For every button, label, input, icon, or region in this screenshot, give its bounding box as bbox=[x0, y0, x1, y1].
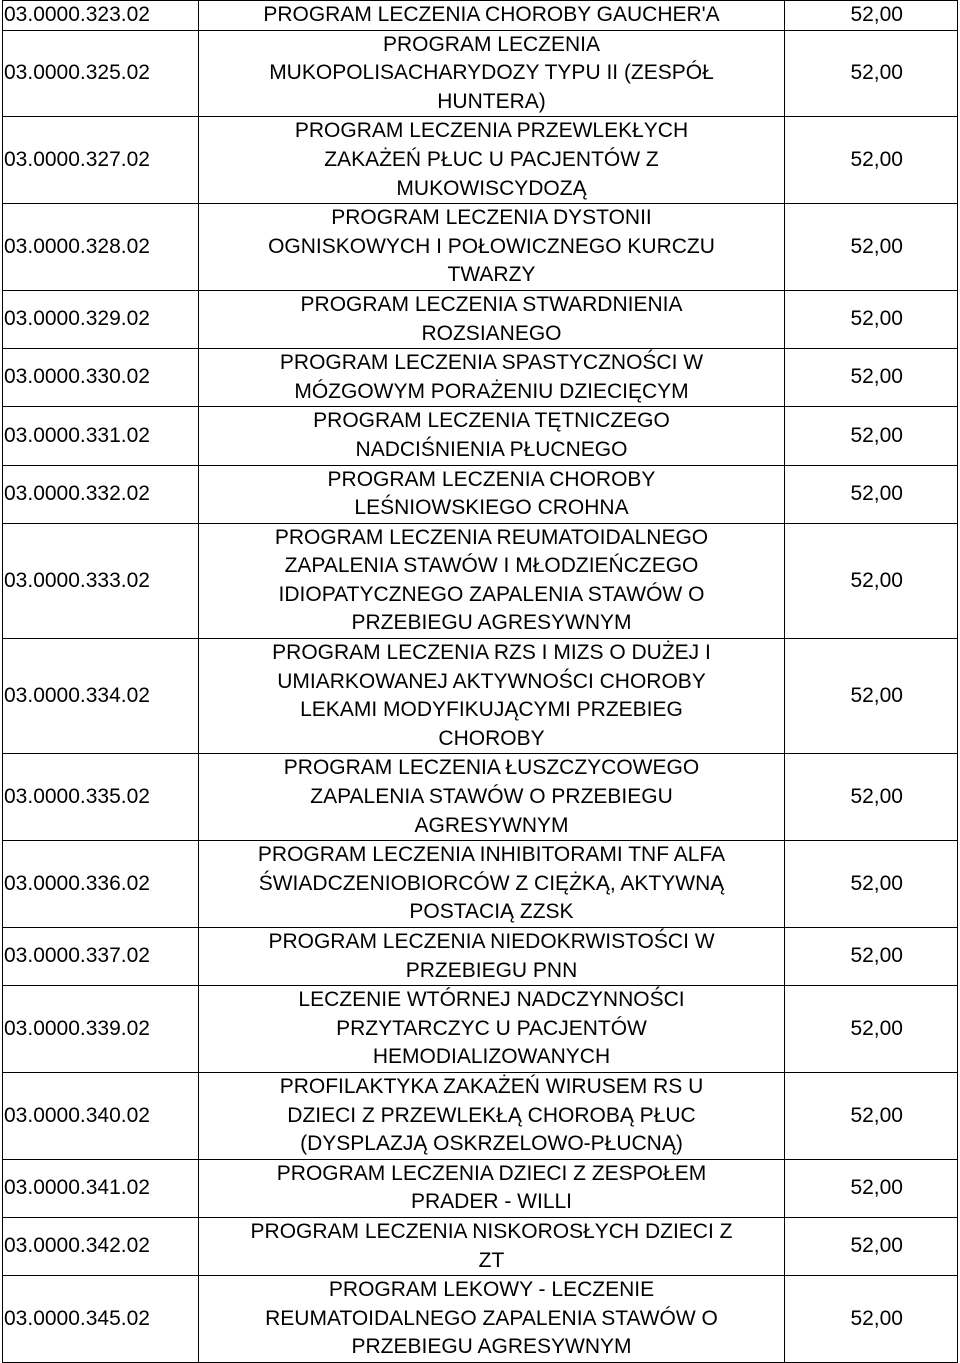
program-name: PROGRAM LECZENIA PRZEWLEKŁYCH ZAKAŻEŃ PŁUC U PACJENTÓW Z MUKOWISCYDOZĄ bbox=[199, 117, 785, 204]
program-value: 52,00 bbox=[785, 1217, 958, 1275]
program-code: 03.0000.333.02 bbox=[3, 523, 199, 638]
table-row bbox=[3, 117, 958, 204]
program-value: 52,00 bbox=[785, 639, 958, 754]
program-name: PROGRAM LECZENIA INHIBITORAMI TNF ALFA ŚWIADCZENIOBIORCÓW Z CIĘŻKĄ, AKTYWNĄ POSTACIĄ ZZSK bbox=[199, 841, 785, 928]
program-value: 52,00 bbox=[785, 465, 958, 523]
program-value: 52,00 bbox=[785, 30, 958, 117]
program-value: 52,00 bbox=[785, 117, 958, 204]
table-row bbox=[3, 841, 958, 928]
table-row bbox=[3, 986, 958, 1073]
program-value: 52,00 bbox=[785, 1159, 958, 1217]
program-code: 03.0000.341.02 bbox=[3, 1159, 199, 1217]
table-row bbox=[3, 639, 958, 754]
table-row bbox=[3, 928, 958, 986]
program-code: 03.0000.331.02 bbox=[3, 407, 199, 465]
table-row bbox=[3, 754, 958, 841]
program-name: LECZENIE WTÓRNEJ NADCZYNNOŚCI PRZYTARCZYC U PACJENTÓW HEMODIALIZOWANYCH bbox=[199, 986, 785, 1073]
program-code: 03.0000.334.02 bbox=[3, 639, 199, 754]
program-code: 03.0000.328.02 bbox=[3, 204, 199, 291]
program-name: PROGRAM LECZENIA DYSTONII OGNISKOWYCH I POŁOWICZNEGO KURCZU TWARZY bbox=[199, 204, 785, 291]
program-name: PROGRAM LECZENIA RZS I MIZS O DUŻEJ I UMIARKOWANEJ AKTYWNOŚCI CHOROBY LEKAMI MODYFIKUJĄCYMI PRZEBIEG CHOROBY bbox=[199, 639, 785, 754]
program-value: 52,00 bbox=[785, 841, 958, 928]
program-code: 03.0000.336.02 bbox=[3, 841, 199, 928]
program-name: PROGRAM LECZENIA REUMATOIDALNEGO ZAPALENIA STAWÓW I MŁODZIEŃCZEGO IDIOPATYCZNEGO ZAPALENIA STAWÓW O PRZEBIEGU AGRESYWNYM bbox=[199, 523, 785, 638]
program-value: 52,00 bbox=[785, 523, 958, 638]
program-code: 03.0000.345.02 bbox=[3, 1276, 199, 1363]
table-row bbox=[3, 1072, 958, 1159]
program-name: PROGRAM LECZENIA NISKOROSŁYCH DZIECI Z ZT bbox=[199, 1217, 785, 1275]
program-value: 52,00 bbox=[785, 754, 958, 841]
program-name: PROGRAM LECZENIA MUKOPOLISACHARYDOZY TYPU II (ZESPÓŁ HUNTERA) bbox=[199, 30, 785, 117]
program-name: PROGRAM LECZENIA CHOROBY LEŚNIOWSKIEGO CROHNA bbox=[199, 465, 785, 523]
program-value: 52,00 bbox=[785, 1, 958, 31]
program-code: 03.0000.339.02 bbox=[3, 986, 199, 1073]
program-code: 03.0000.335.02 bbox=[3, 754, 199, 841]
program-name: PROGRAM LECZENIA NIEDOKRWISTOŚCI W PRZEBIEGU PNN bbox=[199, 928, 785, 986]
program-value: 52,00 bbox=[785, 986, 958, 1073]
programs-table-body bbox=[3, 1, 958, 1363]
program-name: PROGRAM LECZENIA ŁUSZCZYCOWEGO ZAPALENIA STAWÓW O PRZEBIEGU AGRESYWNYM bbox=[199, 754, 785, 841]
table-row bbox=[3, 1159, 958, 1217]
table-row bbox=[3, 290, 958, 348]
table-row bbox=[3, 465, 958, 523]
program-code: 03.0000.325.02 bbox=[3, 30, 199, 117]
program-code: 03.0000.323.02 bbox=[3, 1, 199, 31]
table-row bbox=[3, 407, 958, 465]
table-row bbox=[3, 204, 958, 291]
table-row bbox=[3, 1217, 958, 1275]
program-code: 03.0000.337.02 bbox=[3, 928, 199, 986]
table-row bbox=[3, 349, 958, 407]
program-code: 03.0000.327.02 bbox=[3, 117, 199, 204]
table-row bbox=[3, 30, 958, 117]
table-row bbox=[3, 1, 958, 31]
table-row bbox=[3, 523, 958, 638]
program-name: PROGRAM LEKOWY - LECZENIE REUMATOIDALNEGO ZAPALENIA STAWÓW O PRZEBIEGU AGRESYWNYM bbox=[199, 1276, 785, 1363]
program-value: 52,00 bbox=[785, 290, 958, 348]
program-name: PROGRAM LECZENIA DZIECI Z ZESPOŁEM PRADER - WILLI bbox=[199, 1159, 785, 1217]
program-name: PROGRAM LECZENIA SPASTYCZNOŚCI W MÓZGOWYM PORAŻENIU DZIECIĘCYM bbox=[199, 349, 785, 407]
program-value: 52,00 bbox=[785, 204, 958, 291]
table-row bbox=[3, 1276, 958, 1363]
program-name: PROGRAM LECZENIA TĘTNICZEGO NADCIŚNIENIA PŁUCNEGO bbox=[199, 407, 785, 465]
program-name: PROGRAM LECZENIA CHOROBY GAUCHER'A bbox=[199, 1, 785, 31]
program-code: 03.0000.342.02 bbox=[3, 1217, 199, 1275]
programs-table bbox=[2, 0, 958, 1363]
program-code: 03.0000.340.02 bbox=[3, 1072, 199, 1159]
program-value: 52,00 bbox=[785, 1072, 958, 1159]
program-code: 03.0000.330.02 bbox=[3, 349, 199, 407]
program-value: 52,00 bbox=[785, 349, 958, 407]
program-name: PROFILAKTYKA ZAKAŻEŃ WIRUSEM RS U DZIECI Z PRZEWLEKŁĄ CHOROBĄ PŁUC (DYSPLAZJĄ OSKRZELOWO-PŁUCNĄ) bbox=[199, 1072, 785, 1159]
program-value: 52,00 bbox=[785, 1276, 958, 1363]
program-name: PROGRAM LECZENIA STWARDNIENIA ROZSIANEGO bbox=[199, 290, 785, 348]
program-value: 52,00 bbox=[785, 928, 958, 986]
program-code: 03.0000.332.02 bbox=[3, 465, 199, 523]
program-value: 52,00 bbox=[785, 407, 958, 465]
program-code: 03.0000.329.02 bbox=[3, 290, 199, 348]
